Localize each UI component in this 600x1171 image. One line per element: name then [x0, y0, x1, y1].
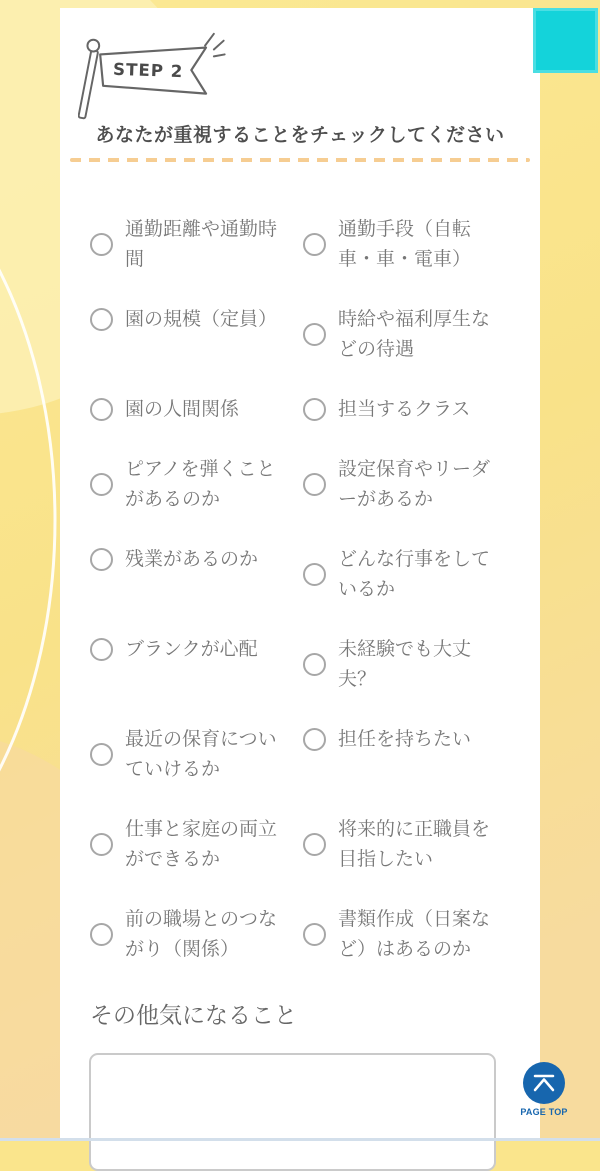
check-item[interactable] [90, 214, 297, 274]
checkbox-circle-icon[interactable] [303, 563, 326, 586]
checkbox-circle-icon[interactable] [303, 323, 326, 346]
check-item-label: ブランクが心配 [125, 638, 258, 660]
check-item-label: 将来的に正職員を目指したい [338, 818, 491, 870]
checkbox-circle-icon[interactable] [90, 308, 113, 331]
checkbox-circle-icon[interactable] [303, 833, 326, 856]
content-card [60, 8, 540, 1141]
check-item[interactable] [90, 904, 297, 964]
check-item[interactable] [303, 454, 510, 514]
check-item-label: 残業があるのか [125, 548, 259, 570]
hamburger-menu-button[interactable] [533, 8, 598, 73]
checkbox-circle-icon[interactable] [90, 638, 113, 661]
checkbox-circle-icon[interactable] [303, 473, 326, 496]
flag-icon [78, 34, 224, 119]
check-item-label: 園の人間関係 [125, 398, 240, 420]
check-item-label: 園の規模（定員） [125, 308, 278, 330]
check-item[interactable] [90, 814, 297, 874]
check-item-label: どんな行事をしているか [338, 548, 491, 600]
checkbox-circle-icon[interactable] [90, 473, 113, 496]
check-item[interactable] [303, 544, 510, 604]
check-item[interactable] [90, 454, 297, 514]
checkbox-circle-icon[interactable] [90, 833, 113, 856]
checkbox-circle-icon[interactable] [90, 743, 113, 766]
checkbox-circle-icon[interactable] [90, 548, 113, 571]
page-top-circle[interactable] [523, 1062, 565, 1104]
checkbox-circle-icon[interactable] [303, 728, 326, 751]
other-remarks-textarea[interactable] [89, 1053, 496, 1171]
check-item-label: 設定保育やリーダーがあるか [338, 458, 491, 510]
step-flag [78, 26, 540, 124]
check-item[interactable] [90, 634, 297, 664]
checkbox-circle-icon[interactable] [303, 398, 326, 421]
other-remarks-label: その他気になること [90, 1003, 297, 1029]
check-item[interactable] [303, 904, 510, 964]
check-item[interactable] [303, 394, 510, 424]
check-item-label: 担当するクラス [338, 398, 471, 420]
check-item-label: 担任を持ちたい [338, 728, 472, 750]
check-item-label: 仕事と家庭の両立ができるか [125, 818, 278, 870]
page-top-label: PAGE TOP [520, 1107, 568, 1117]
check-item[interactable] [90, 544, 297, 574]
check-item-label: 最近の保育についていけるか [125, 728, 277, 780]
check-item[interactable] [303, 634, 510, 694]
check-item-label: 前の職場とのつながり（関係） [125, 908, 278, 960]
check-item-label: 通勤手段（自転車・車・電車） [338, 218, 472, 270]
page-top-button[interactable] [517, 1062, 571, 1117]
checkbox-circle-icon[interactable] [90, 233, 113, 256]
checkbox-circle-icon[interactable] [90, 398, 113, 421]
checkbox-circle-icon[interactable] [303, 653, 326, 676]
check-item[interactable] [90, 724, 297, 784]
check-item[interactable] [90, 394, 297, 424]
checkbox-circle-icon[interactable] [303, 233, 326, 256]
check-item[interactable] [303, 724, 510, 754]
check-item-label: 通勤距離や通勤時間 [125, 218, 278, 270]
checkbox-circle-icon[interactable] [90, 923, 113, 946]
page-title: あなたが重視することをチェックしてください [95, 124, 505, 146]
checklist [90, 214, 510, 964]
check-item[interactable] [90, 304, 297, 334]
check-item-label: 未経験でも大丈夫？ [338, 638, 472, 690]
checkbox-circle-icon[interactable] [303, 923, 326, 946]
step-label: STEP 2 [112, 59, 184, 82]
arrow-up-to-top-icon [524, 1063, 564, 1103]
check-item-label: ピアノを弾くことがあるのか [125, 458, 276, 510]
check-item-label: 時給や福利厚生などの待遇 [338, 308, 491, 360]
check-item[interactable] [303, 814, 510, 874]
dashed-underline [70, 158, 530, 162]
check-item-label: 書類作成（日案など）はあるのか [338, 908, 491, 960]
check-item[interactable] [303, 214, 510, 274]
check-item[interactable] [303, 304, 510, 364]
